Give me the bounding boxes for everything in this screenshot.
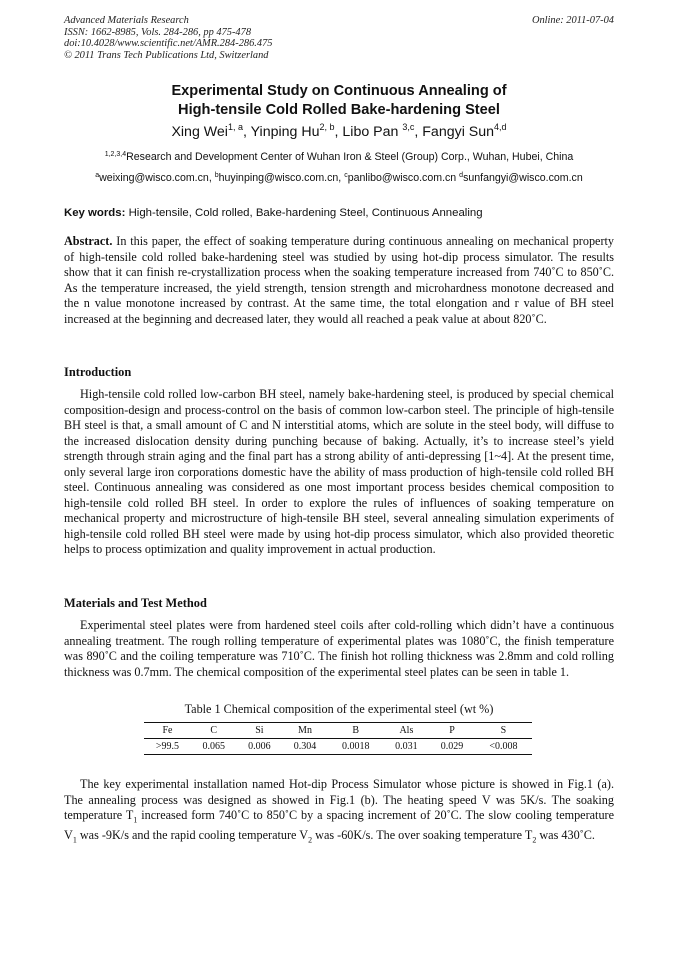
table-header-cell: C xyxy=(210,725,218,736)
table-cell: 0.065 xyxy=(202,741,225,752)
table-header-cell: Si xyxy=(255,725,264,736)
materials-paragraph: Experimental steel plates were from hardened steel coils after cold-rolling which didn’t have a continuous annealing treatment. The rough rolling temperature of experimental plates was 1080˚C, the finish temperature was 890˚C and the coiling temperature was 710˚C. The finish hot rolling thickness was 2.8mm and cold rolling thickness was 0.7mm. The chemical composition of the experimental steel plates can be seen in table 1. xyxy=(64,618,614,679)
title-line-1: Experimental Study on Continuous Annealing of xyxy=(171,83,507,99)
installation-text: was 430˚C. xyxy=(536,827,595,842)
online-date: Online: 2011-07-04 xyxy=(531,15,614,26)
abstract xyxy=(64,234,614,327)
table-cell: 0.304 xyxy=(293,741,317,752)
email-text: panlibo@wisco.com.cn xyxy=(347,172,460,184)
table-header-cell: S xyxy=(500,725,507,736)
abstract-label: Abstract. xyxy=(64,234,113,248)
affiliation-text: Research and Development Center of Wuhan Iron & Steel (Group) Corp., Wuhan, Hubei, China xyxy=(126,151,574,163)
author-sep: , xyxy=(242,124,251,140)
author-name: Libo Pan xyxy=(342,124,403,140)
installation-paragraph xyxy=(64,777,614,848)
author-sup: 3,c xyxy=(402,122,415,132)
installation-text: The key experimental installation named Hot-dip Process Simulator whose picture is showed in Fig.1 (a). The annealing process was designed as showed in Fig.1 (b). The heating speed V was 5K/s. The soaking temperature T xyxy=(64,777,614,822)
table-cell: 0.029 xyxy=(440,741,464,752)
table-row xyxy=(144,739,532,755)
table-cell: <0.008 xyxy=(489,741,518,752)
subscript: 2 xyxy=(532,835,537,845)
author-sup: 2, b xyxy=(319,122,335,132)
affiliation xyxy=(0,151,678,163)
installation-text: increased form 740˚C to 850˚C by a spacing increment of 20˚C. The slow cooling temperature V xyxy=(64,808,615,842)
keywords xyxy=(64,207,483,219)
paper-title xyxy=(0,82,678,120)
author-sep: , xyxy=(414,124,423,140)
keywords-label: Key words: xyxy=(64,207,126,219)
table-cell: >99.5 xyxy=(155,741,180,752)
affiliation-sup: 1,2,3,4 xyxy=(104,151,127,158)
table-cell: 0.0018 xyxy=(341,741,370,752)
author-list xyxy=(0,122,678,140)
installation-text: was -9K/s and the rapid cooling temperature V xyxy=(76,827,309,842)
author-sup: 1, a xyxy=(227,122,243,132)
table-header-cell: Fe xyxy=(162,725,173,736)
table-header-cell: Als xyxy=(399,725,414,736)
author-sup: 4,d xyxy=(494,122,507,132)
table-header-row xyxy=(144,723,532,739)
author-name: Yinping Hu xyxy=(250,124,320,140)
subscript: 2 xyxy=(308,835,313,845)
keywords-text: High-tensile, Cold rolled, Bake-hardening Steel, Continuous Annealing xyxy=(125,207,483,219)
table-cell: 0.006 xyxy=(248,741,271,752)
subscript: 1 xyxy=(72,835,77,845)
abstract-text: In this paper, the effect of soaking temperature during continuous annealing on mechanical property of high-tensile cold rolled bake-hardening steel was studied by using hot-dip process simulator. The results show that it can finish re-crystallization process when the soaking temperature increased from 740˚C to 850˚C. As the temperature increased, the yield strength, tension strength and microhardness monotone decreased and the n value monotone increased by contrast. At the same time, the total elongation and r value of BH steel increased at the beginning and decreased later, they would all reached a peak value at about 820˚C. xyxy=(64,234,614,326)
copyright-line: © 2011 Trans Tech Publications Ltd, Switzerland xyxy=(64,49,269,61)
email-sup: b xyxy=(214,172,219,179)
email-sup: c xyxy=(344,172,348,179)
subscript: 1 xyxy=(133,815,138,825)
email-list xyxy=(0,172,678,184)
table-cell: 0.031 xyxy=(395,741,418,752)
email-text: sunfangyi@wisco.com.cn xyxy=(463,172,583,184)
email-sup: a xyxy=(95,172,100,179)
journal-header xyxy=(64,15,272,61)
email-text: weixing@wisco.com.cn, xyxy=(99,172,215,184)
doi-line: doi:10.4028/www.scientific.net/AMR.284-286.475 xyxy=(64,38,273,50)
journal-name: Advanced Materials Research xyxy=(64,15,189,26)
installation-text: was -60K/s. The over soaking temperature T xyxy=(312,827,533,842)
materials-heading: Materials and Test Method xyxy=(64,596,207,610)
introduction-paragraph: High-tensile cold rolled low-carbon BH steel, namely bake-hardening steel, is produced by special chemical composition-design and process-control on the basis of common low-carbon steel. The principle of high-tensile BH steel is that, a small amount of C and N interstitial atoms, which are solute in the steel body, will diffuse to the increased dislocation density during punching because of baking. Actually, it’s to increase steel’s yield strength through strain aging and the final part has a strong ability of anti-depressing [1~4]. At the present time, only several large iron corporations domestic have the ability of mass production of high-tensile cold rolled BH steel. Continuous annealing was considered as one most important process besides chemical composition to high-tensile cold rolled BH steel. In order to explore the rules of influences of soaking temperature on mechanical property and microstructure of high-tensile BH steel, several annealing simulation experiments of high-tensile cold rolled BH steel were made by using hot-dip process simulator, which also provided theoretic helps to process optimization and quality improvement in actual production. xyxy=(64,387,614,556)
introduction-heading: Introduction xyxy=(64,365,132,379)
author-name: Xing Wei xyxy=(171,124,228,140)
author-name: Fangyi Sun xyxy=(422,124,495,140)
author-sep: , xyxy=(334,124,343,140)
table-header-cell: P xyxy=(449,725,455,736)
email-sup: d xyxy=(459,172,464,179)
table-caption: Table 1 Chemical composition of the experimental steel (wt %) xyxy=(184,702,494,716)
title-line-2: High-tensile Cold Rolled Bake-hardening Steel xyxy=(178,102,500,118)
chemical-composition-table xyxy=(144,722,532,755)
email-text: huyinping@wisco.com.cn, xyxy=(218,172,345,184)
table-header-cell: B xyxy=(352,725,360,736)
table-header-cell: Mn xyxy=(298,725,312,736)
issn-line: ISSN: 1662-8985, Vols. 284-286, pp 475-478 xyxy=(64,26,252,38)
